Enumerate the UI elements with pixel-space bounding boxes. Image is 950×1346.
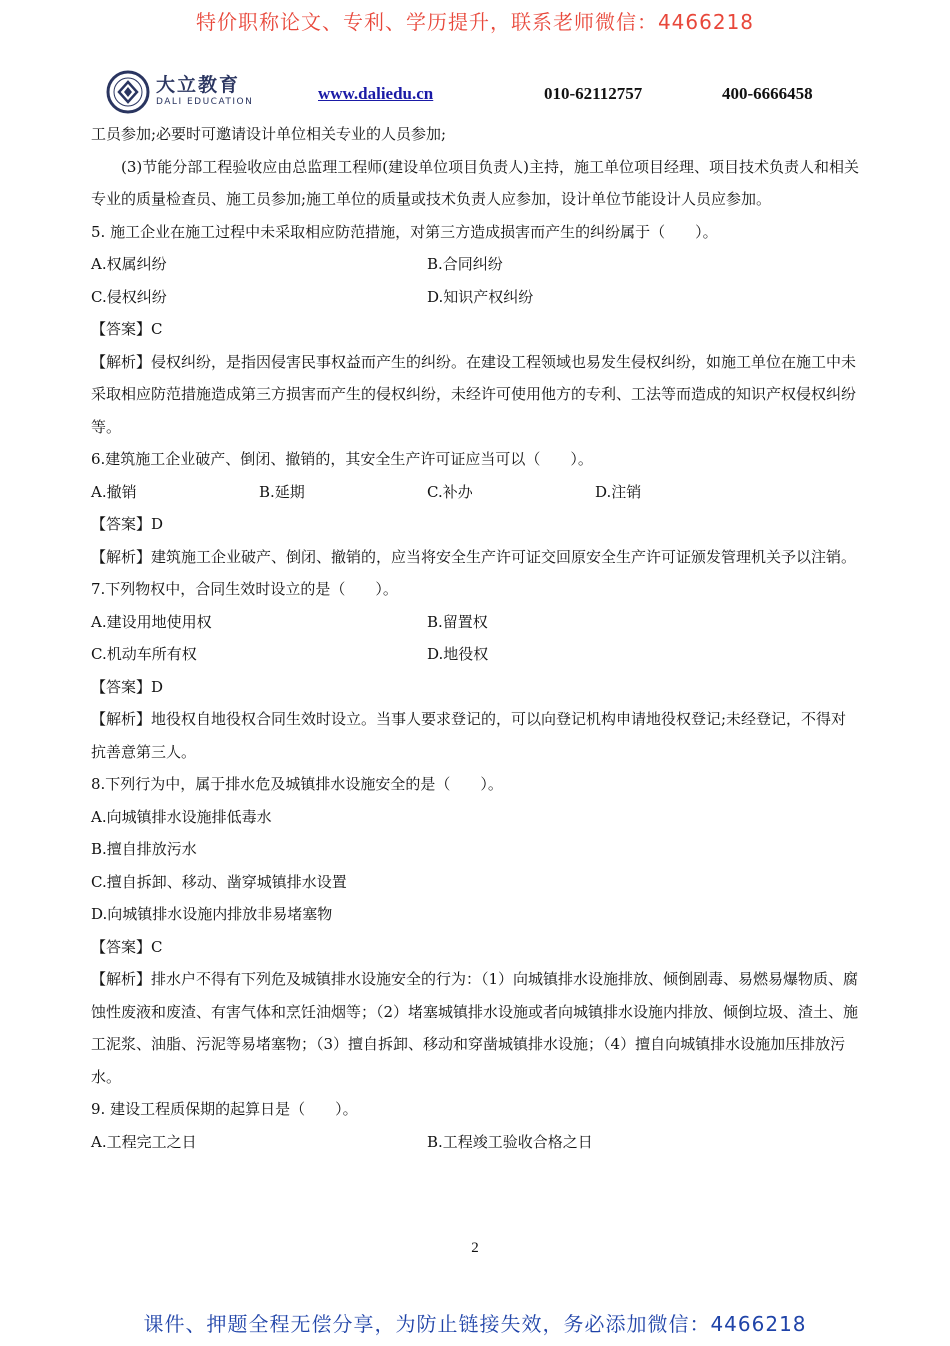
option-c: C.擅自拆卸、移动、凿穿城镇排水设置 <box>91 872 347 891</box>
option-d: D.知识产权纠纷 <box>427 287 534 306</box>
question-9-stem: 9. 建设工程质保期的起算日是（ ）。 <box>91 1100 358 1118</box>
option-b: B.合同纠纷 <box>427 255 503 273</box>
option-b: B.延期 <box>259 482 305 501</box>
document-body <box>91 118 861 1158</box>
question-6-answer: 【答案】D <box>91 515 164 533</box>
option-a: A.撤销 <box>91 482 137 501</box>
question-7-options-row-1 <box>91 606 861 639</box>
option-a: A.工程完工之日 <box>91 1132 197 1151</box>
question-5-options-row-1 <box>91 248 861 281</box>
question-6-options <box>91 476 861 509</box>
question-5-options-row-2 <box>91 281 861 314</box>
option-c: C.补办 <box>427 482 473 501</box>
option-a: A.建设用地使用权 <box>91 612 212 631</box>
bottom-watermark-banner: 课件、押题全程无偿分享，为防止链接失效，务必添加微信：4466218 <box>143 1312 807 1336</box>
phone-number-2: 400-6666458 <box>722 84 813 103</box>
page-number: 2 <box>471 1240 479 1256</box>
option-b: B.工程竣工验收合格之日 <box>427 1132 593 1151</box>
question-7-stem: 7.下列物权中，合同生效时设立的是（ ）。 <box>91 580 398 598</box>
option-a: A.向城镇排水设施排低毒水 <box>91 807 272 826</box>
intro-line: 工员参加;必要时可邀请设计单位相关专业的人员参加; <box>91 125 447 143</box>
question-6-analysis: 【解析】建筑施工企业破产、倒闭、撤销的，应当将安全生产许可证交回原安全生产许可证颁发管理机关予以注销。 <box>91 547 857 566</box>
option-b: B.留置权 <box>427 612 488 631</box>
question-6-stem: 6.建筑施工企业破产、倒闭、撤销的，其安全生产许可证应当可以（ ）。 <box>91 450 593 468</box>
intro-paragraph: (3)节能分部工程验收应由总监理工程师(建设单位项目负责人)主持，施工单位项目经理、项目技术负责人和相关专业的质量检查员、施工员参加;施工单位的质量或技术负责人应参加，设计单位节能设计人员应参加。 <box>91 157 859 208</box>
option-a: A.权属纠纷 <box>91 255 167 273</box>
option-c: C.侵权纠纷 <box>91 287 167 306</box>
logo-chinese-name: 大立教育 <box>156 74 241 96</box>
question-8-stem: 8.下列行为中，属于排水危及城镇排水设施安全的是（ ）。 <box>91 775 503 793</box>
question-7-analysis: 【解析】地役权自地役权合同生效时设立。当事人要求登记的，可以向登记机构申请地役权登记;未经登记，不得对抗善意第三人。 <box>91 710 847 761</box>
dali-logo-icon <box>106 70 150 114</box>
option-b: B.擅自排放污水 <box>91 840 197 858</box>
question-5-answer: 【答案】C <box>91 320 163 338</box>
question-5-stem: 5. 施工企业在施工过程中未采取相应防范措施，对第三方造成损害而产生的纠纷属于（ ）。 <box>91 222 718 241</box>
logo-english-name: DALI EDUCATION <box>156 97 254 107</box>
option-d: D.注销 <box>595 482 642 501</box>
website-link[interactable]: www.daliedu.cn <box>318 84 434 103</box>
phone-number-1: 010-62112757 <box>544 84 643 103</box>
question-8-analysis: 【解析】排水户不得有下列危及城镇排水设施安全的行为：（1）向城镇排水设施排放、倾倒剧毒、易燃易爆物质、腐蚀性废液和废渣、有害气体和烹饪油烟等；（2）堵塞城镇排水设施或者向城镇排水设施内排放、倾倒垃圾、渣土、施工泥浆、油脂、污泥等易堵塞物；（3）擅自拆卸、移动和穿凿城镇排水设施；（4）擅自向城镇排水设施加压排放污水。 <box>91 970 859 1086</box>
question-8-answer: 【答案】C <box>91 937 163 956</box>
option-d: D.地役权 <box>427 645 489 663</box>
option-c: C.机动车所有权 <box>91 645 197 663</box>
question-5-analysis: 【解析】侵权纠纷，是指因侵害民事权益而产生的纠纷。在建设工程领域也易发生侵权纠纷，如施工单位在施工中未采取相应防范措施造成第三方损害而产生的侵权纠纷，未经许可使用他方的专利、工法等而造成的知识产权侵权纠纷等。 <box>91 352 857 436</box>
page-header <box>106 70 866 116</box>
question-9-options <box>91 1126 861 1159</box>
logo-text <box>156 74 253 108</box>
question-7-answer: 【答案】D <box>91 677 164 696</box>
option-d: D.向城镇排水设施内排放非易堵塞物 <box>91 905 333 923</box>
top-watermark-banner: 特价职称论文、专利、学历提升，联系老师微信：4466218 <box>195 10 755 34</box>
question-7-options-row-2 <box>91 638 861 671</box>
